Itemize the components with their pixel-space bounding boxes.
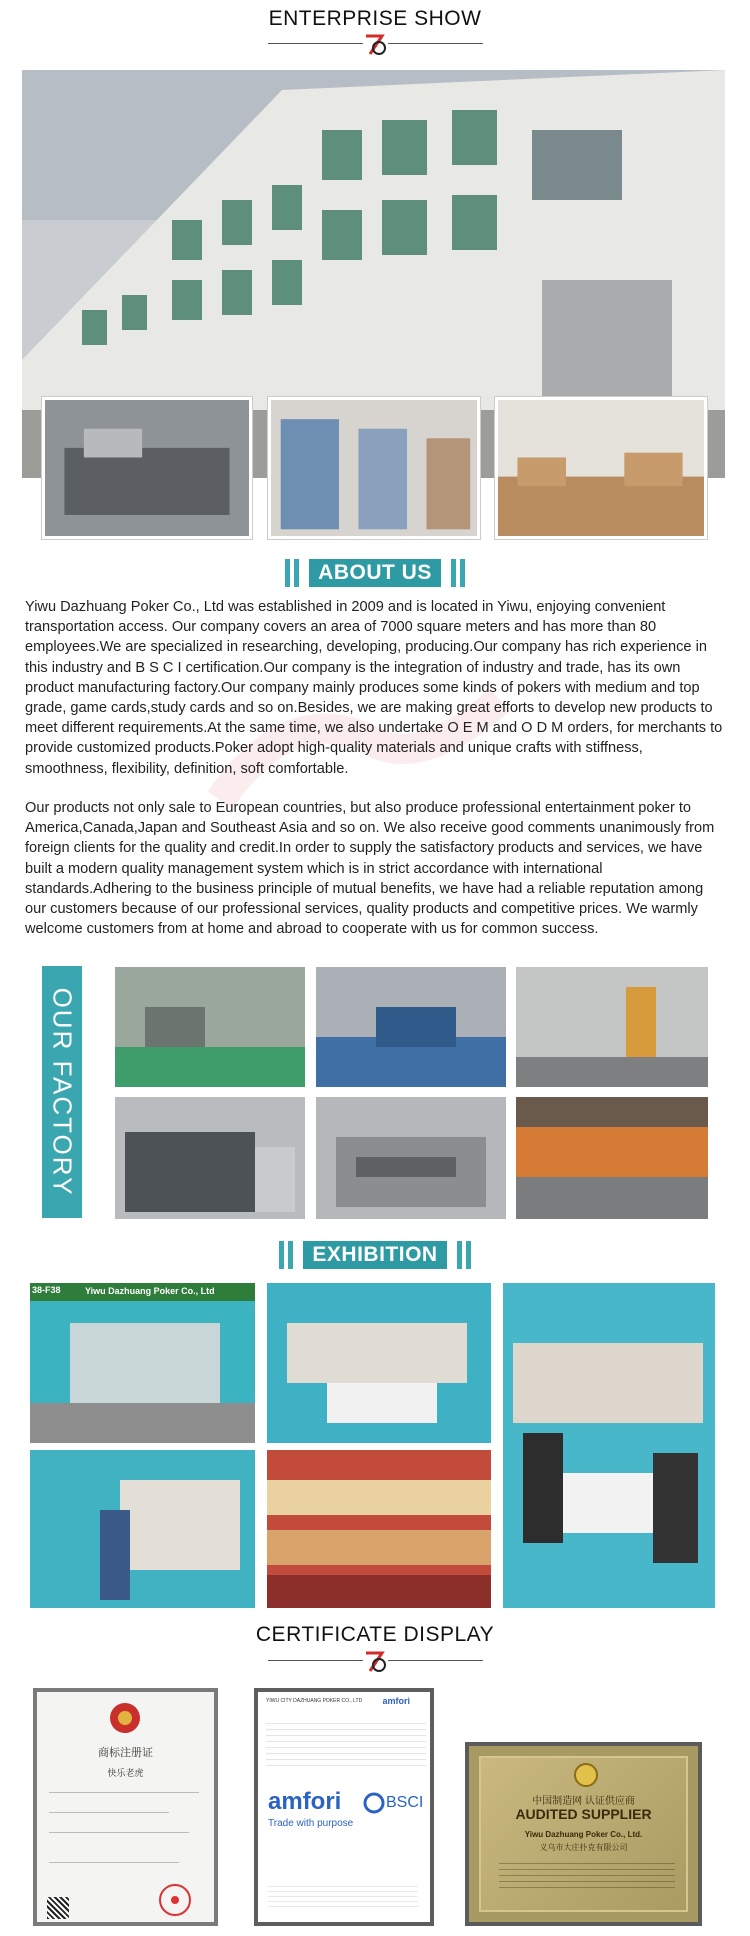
audited-company: Yiwu Dazhuang Poker Co., Ltd. (524, 1830, 643, 1839)
enterprise-rule-right (388, 43, 483, 44)
bsci-ring-icon (363, 1792, 385, 1814)
exhibition-meeting-photo (503, 1283, 715, 1608)
factory-photo-6 (516, 1097, 708, 1219)
audited-en-title: AUDITED SUPPLIER (515, 1806, 652, 1822)
booth-number: 38-F38 (32, 1285, 61, 1295)
enterprise-rule-left (268, 43, 363, 44)
booth-sign: Yiwu Dazhuang Poker Co., Ltd (85, 1286, 215, 1296)
bsci-label: BSCI (386, 1794, 424, 1811)
poker-logo-icon (360, 1647, 390, 1677)
certificate-rule-right (388, 1660, 483, 1661)
about-paragraph-2: Our products not only sale to European countries, but also produce professional entertainment poker to America,Canada,Japan and Southeast Asia and so on. We also receive good comments unanimously from foreign clients for the quality and credit.In order to supply the satisfactory products and services, we have built a modern quality management system which is in strict accordance with international standards.Adhering to the business principle of mutual benefits, we have had a reliable reputation among our customers because of our professional services, quality products and competitive prices. We warmly welcome customers from at home and abroad to cooperate with us for common success. (25, 800, 715, 938)
warehouse-shelves-photo (268, 397, 480, 539)
factory-photo-3 (516, 967, 708, 1087)
workshop-photo-machine (42, 397, 252, 539)
bsci-header-brand: amfori (382, 1696, 410, 1706)
factory-photo-5 (316, 1097, 506, 1219)
certificate-display-title: CERTIFICATE DISPLAY (255, 1623, 495, 1646)
stock-boxes-photo (495, 397, 707, 539)
about-paragraph-1: Yiwu Dazhuang Poker Co., Ltd was established in 2009 and is located in Yiwu, enjoying convenient transportation access. Our company covers an area of 7000 square meters and has more than 80 employees.We are specialized in researching, developing, producing.Our company has rich experience in this industry and B S C I certification.Our company is the integration of industry and trade, has its own product manufacturing factory.Our company mainly produces some kinds of pokers with medium and top grade, game cards,study cards and so on.Besides, we are making great efforts to develop new products to meet different requirements.At the same time, we also undertake O E M and O D M orders, for merchants to provide customized products.Poker adopt high-quality materials and unique crafts with stiffness, smoothness, flexibility, definition, soft comfortable. (25, 599, 723, 777)
amfori-tagline: Trade with purpose (268, 1818, 354, 1829)
audited-cn-title: 中国制造网 认证供应商 (532, 1796, 635, 1807)
national-emblem-icon (107, 1700, 143, 1736)
our-factory-title: OUR FACTORY (47, 987, 78, 1197)
bsci-header-company: YIWU CITY DAZHUANG POKER CO., LTD (266, 1698, 363, 1704)
poker-logo-icon (360, 30, 390, 60)
factory-photo-4 (115, 1097, 305, 1219)
exhibition-booth-photo-3 (30, 1450, 255, 1608)
trademark-mark: 快乐老虎 (107, 1768, 144, 1778)
medal-icon (573, 1762, 599, 1788)
qr-code-icon (47, 1897, 69, 1919)
amfori-logo: amfori (268, 1788, 342, 1815)
amfori-bsci-certificate (254, 1688, 434, 1926)
official-seal-icon (157, 1882, 193, 1918)
factory-photo-1 (115, 967, 305, 1087)
exhibition-booth-photo-1 (30, 1283, 255, 1443)
audited-supplier-certificate (465, 1742, 702, 1926)
exhibition-title: EXHIBITION (303, 1241, 446, 1269)
exhibition-banner (0, 1240, 750, 1270)
exhibition-booth-photo-2 (267, 1283, 491, 1443)
audited-cn-company: 义乌市大庄扑克有限公司 (539, 1843, 628, 1852)
certificate-rule-left (268, 1660, 363, 1661)
factory-photo-2 (316, 967, 506, 1087)
about-us-title: ABOUT US (309, 559, 441, 587)
exhibition-shelves-photo (267, 1450, 491, 1608)
trademark-certificate (33, 1688, 218, 1926)
enterprise-show-title: ENTERPRISE SHOW (268, 7, 482, 30)
trademark-heading: 商标注册证 (98, 1746, 153, 1759)
our-factory-tab (42, 966, 82, 1218)
about-us-banner (0, 558, 750, 588)
